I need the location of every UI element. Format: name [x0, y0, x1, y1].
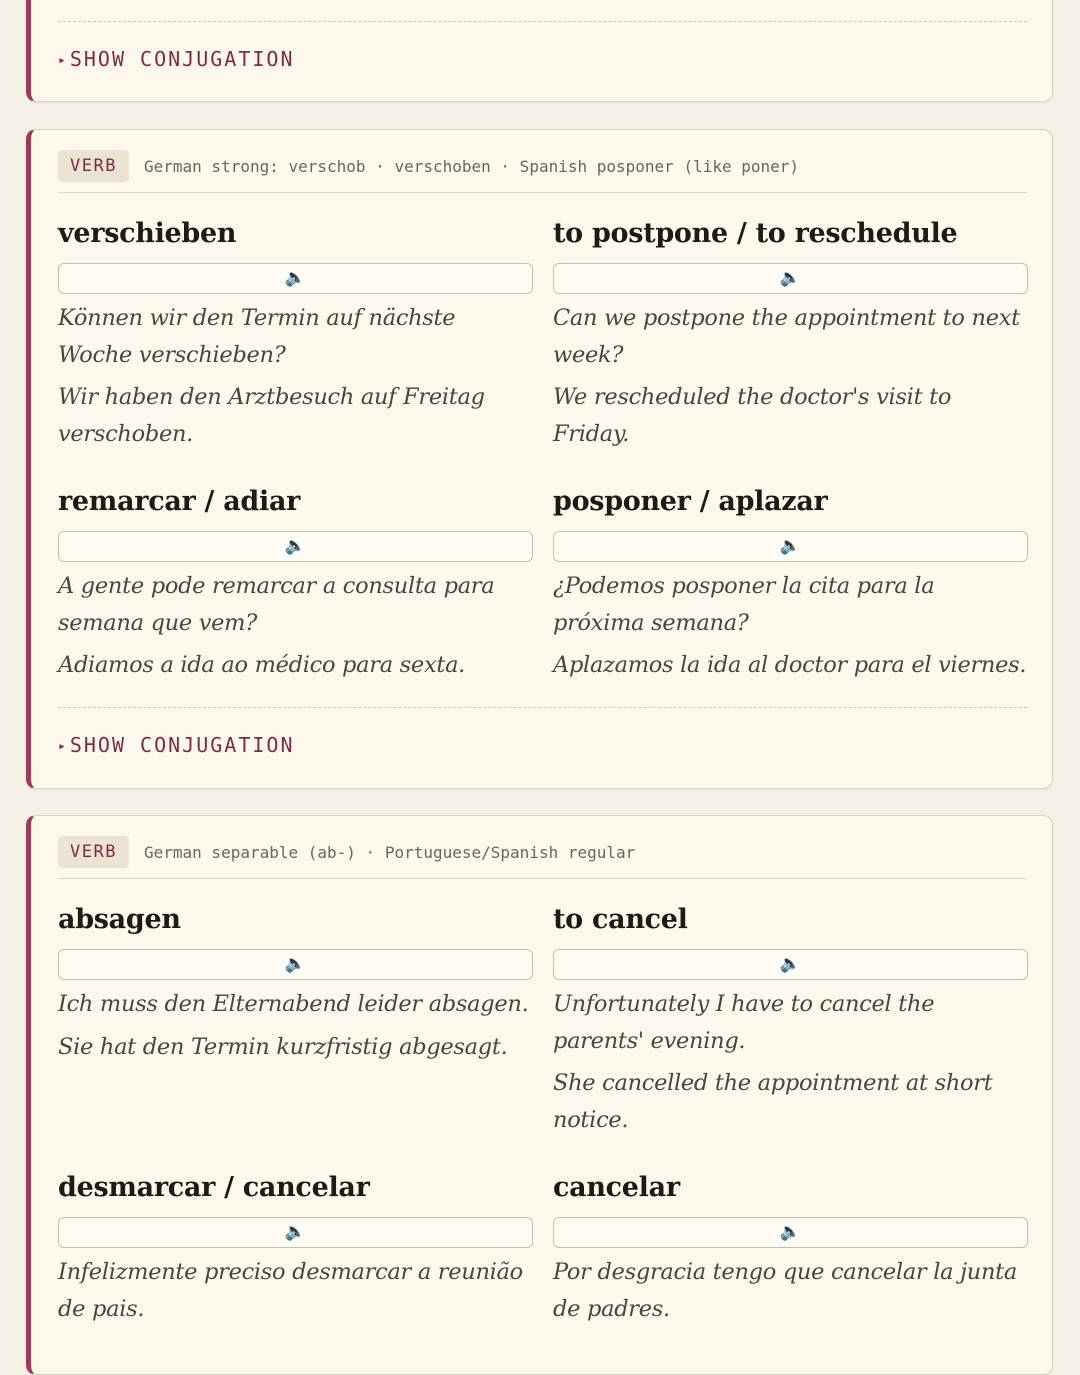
audio-play-button[interactable]: [553, 949, 1028, 980]
term-word: remarcar / adiar: [58, 486, 301, 517]
part-of-speech-badge: VERB: [58, 150, 129, 182]
term-cell-english: [553, 904, 1028, 1138]
example-sentence: Ich muss den Elternabend leider absagen.: [58, 991, 529, 1017]
example-sentence: Sie hat den Termin kurzfristig abgesagt.: [58, 1033, 508, 1060]
term-cell-german: [58, 218, 533, 452]
expand-triangle-icon: ▸: [58, 53, 68, 68]
grammar-note: German strong: verschob · verschoben · Spanish posponer (like poner): [144, 157, 800, 176]
term-cell-portuguese: [58, 486, 533, 684]
audio-play-button[interactable]: [553, 263, 1028, 294]
example-sentence: Aplazamos la ida al doctor para el viernes.: [553, 652, 1027, 678]
audio-play-button[interactable]: [58, 263, 533, 294]
speaker-icon: 🔈: [284, 1222, 307, 1242]
example-sentence: Por desgracia tengo que cancelar la junta de padres.: [553, 1259, 1018, 1322]
divider: [58, 21, 1027, 22]
part-of-speech-badge: VERB: [58, 836, 129, 868]
term-cell-spanish: [553, 1172, 1028, 1327]
speaker-icon: 🔈: [284, 536, 307, 556]
term-cell-portuguese: [58, 1172, 533, 1327]
toggle-label: SHOW CONJUGATION: [69, 733, 295, 757]
example-sentence: Können wir den Termin auf nächste Woche verschieben?: [58, 305, 456, 368]
vocab-card: [26, 815, 1053, 1375]
example-sentence: Can we postpone the appointment to next week?: [553, 305, 1020, 368]
show-conjugation-toggle[interactable]: [58, 733, 294, 757]
term-word: absagen: [58, 904, 181, 935]
term-word: desmarcar / cancelar: [58, 1172, 370, 1203]
audio-play-button[interactable]: [58, 949, 533, 980]
audio-play-button[interactable]: [553, 531, 1028, 562]
example-sentence: Infelizmente preciso desmarcar a reunião de pais.: [58, 1259, 523, 1322]
speaker-icon: 🔈: [284, 268, 307, 288]
term-word: posponer / aplazar: [553, 486, 828, 517]
example-sentence: She cancelled the appointment at short notice.: [553, 1070, 993, 1133]
vocab-card: [26, 0, 1053, 102]
term-word: cancelar: [553, 1172, 680, 1203]
show-conjugation-toggle[interactable]: [58, 47, 294, 71]
term-word: to postpone / to reschedule: [553, 218, 958, 249]
speaker-icon: 🔈: [779, 1222, 802, 1242]
speaker-icon: 🔈: [779, 268, 802, 288]
example-sentence: Wir haben den Arztbesuch auf Freitag verschoben.: [58, 384, 485, 447]
speaker-icon: 🔈: [284, 954, 307, 974]
term-word: verschieben: [58, 218, 237, 249]
audio-play-button[interactable]: [553, 1217, 1028, 1248]
term-cell-german: [58, 904, 533, 1065]
term-cell-english: [553, 218, 1028, 452]
example-sentence: We rescheduled the doctor's visit to Friday.: [553, 384, 952, 447]
audio-play-button[interactable]: [58, 1217, 533, 1248]
term-word: to cancel: [553, 904, 688, 935]
speaker-icon: 🔈: [779, 536, 802, 556]
toggle-label: SHOW CONJUGATION: [69, 47, 295, 71]
grammar-note: German separable (ab-) · Portuguese/Spanish regular: [144, 843, 636, 862]
expand-triangle-icon: ▸: [58, 739, 68, 754]
card-header: [58, 816, 1027, 879]
example-sentence: ¿Podemos posponer la cita para la próxima semana?: [553, 573, 935, 636]
term-cell-spanish: [553, 486, 1028, 684]
vocab-card: [26, 129, 1053, 789]
audio-play-button[interactable]: [58, 531, 533, 562]
example-sentence: Unfortunately I have to cancel the parents' evening.: [553, 991, 935, 1054]
divider: [58, 707, 1027, 708]
example-sentence: A gente pode remarcar a consulta para semana que vem?: [58, 573, 495, 636]
card-header: [58, 130, 1027, 193]
speaker-icon: 🔈: [779, 954, 802, 974]
example-sentence: Adiamos a ida ao médico para sexta.: [58, 652, 466, 678]
